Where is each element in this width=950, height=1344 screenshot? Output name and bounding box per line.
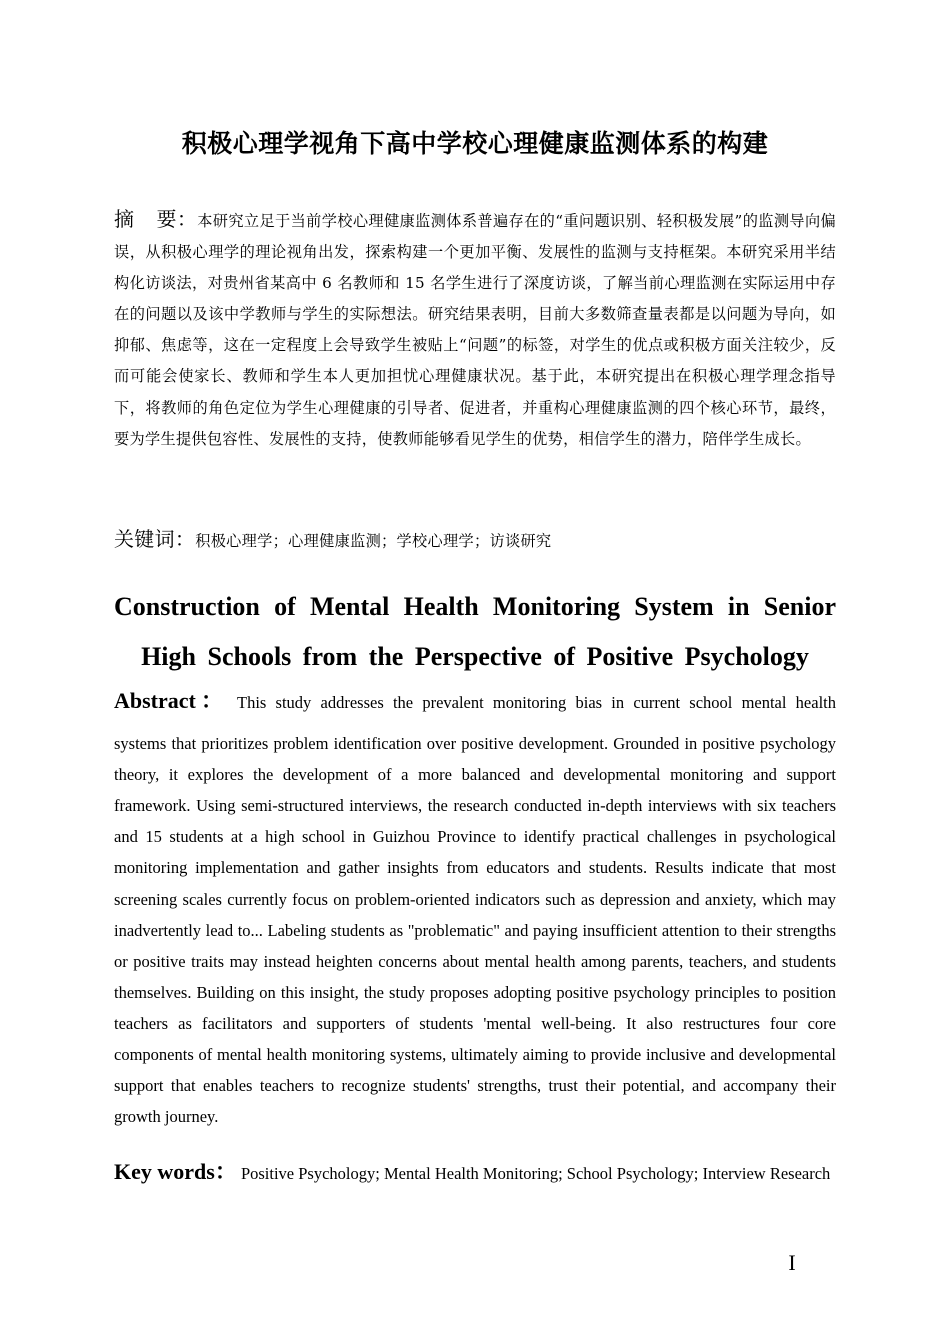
english-keywords-text: Positive Psychology; Mental Health Monitoring; School Psychology; Interview Research (240, 1164, 831, 1183)
english-abstract (114, 685, 836, 1132)
english-keywords (114, 1160, 836, 1185)
chinese-abstract-label (114, 207, 197, 231)
chinese-abstract-label-part1: 摘 (114, 207, 135, 231)
english-abstract-label: Abstract： (114, 688, 229, 713)
chinese-keywords-text: 积极心理学；心理健康监测；学校心理学；访谈研究 (195, 532, 552, 550)
chinese-keywords (114, 522, 836, 558)
english-abstract-first-text: This study addresses the prevalent monitoring bias in current school mental health (236, 693, 836, 712)
chinese-abstract-label-part2: 要： (156, 207, 198, 231)
page-number: I (788, 1250, 796, 1275)
chinese-keywords-label: 关键词： (114, 527, 196, 551)
english-title: Construction of Mental Health Monitoring System in Senior High Schools from the Perspective of Positive Psychology (114, 592, 836, 671)
english-keywords-label: Key words： (114, 1159, 237, 1184)
english-abstract-first-line (114, 685, 836, 718)
chinese-abstract-text: 本研究立足于当前学校心理健康监测体系普遍存在的“重问题识别、轻积极发展”的监测导向偏误，从积极心理学的理论视角出发，探索构建一个更加平衡、发展性的监测与支持框架。本研究采用半结构化访谈法，对贵州省某高中 6 名教师和 15 名学生进行了深度访谈，了解当前心理监测在实际运用中存在的问题以及该中学教师与学生的实际想法。研究结果表明，目前大多数筛查量表都是以问题为导向，如抑郁、焦虑等，这在一定程度上会导致学生被贴上“问题”的标签，对学生的优点或积极方面关注较少，反而可能会使家长、教师和学生本人更加担忧心理健康状况。基于此，本研究提出在积极心理学理念指导下，将教师的角色定位为学生心理健康的引导者、促进者，并重构心理健康监测的四个核心环节，最终，要为学生提供包容性、发展性的支持，使教师能够看见学生的优势，相信学生的潜力，陪伴学生成长。 (114, 212, 836, 448)
english-abstract-text: systems that prioritizes problem identification over positive development. Grounded in positive psychology theory, it explores the development of a more balanced and developmental monitoring and support framework. Using semi-structured interviews, the research conducted in-depth interviews with six teachers and 15 students at a high school in Guizhou Province to identify practical challenges in psychological monitoring implementation and gather insights from educators and students. Results indicate that most screening scales currently focus on problem-oriented indicators such as depression and anxiety, which may inadvertently lead to... Labeling students as "problematic" and paying insufficient attention to their strengths or positive traits may instead heighten concerns about mental health among parents, teachers, and students themselves. Building on this insight, the study proposes adopting positive psychology principles to position teachers as facilitators and supporters of students 'mental well-being. It also restructures four core components of mental health monitoring systems, ultimately aiming to provide inclusive and developmental support that enables teachers to recognize students' strengths, trust their potential, and accompany their growth journey. (114, 734, 836, 1127)
chinese-abstract (114, 204, 836, 455)
chinese-title: 积极心理学视角下高中学校心理健康监测体系的构建 (181, 129, 769, 158)
